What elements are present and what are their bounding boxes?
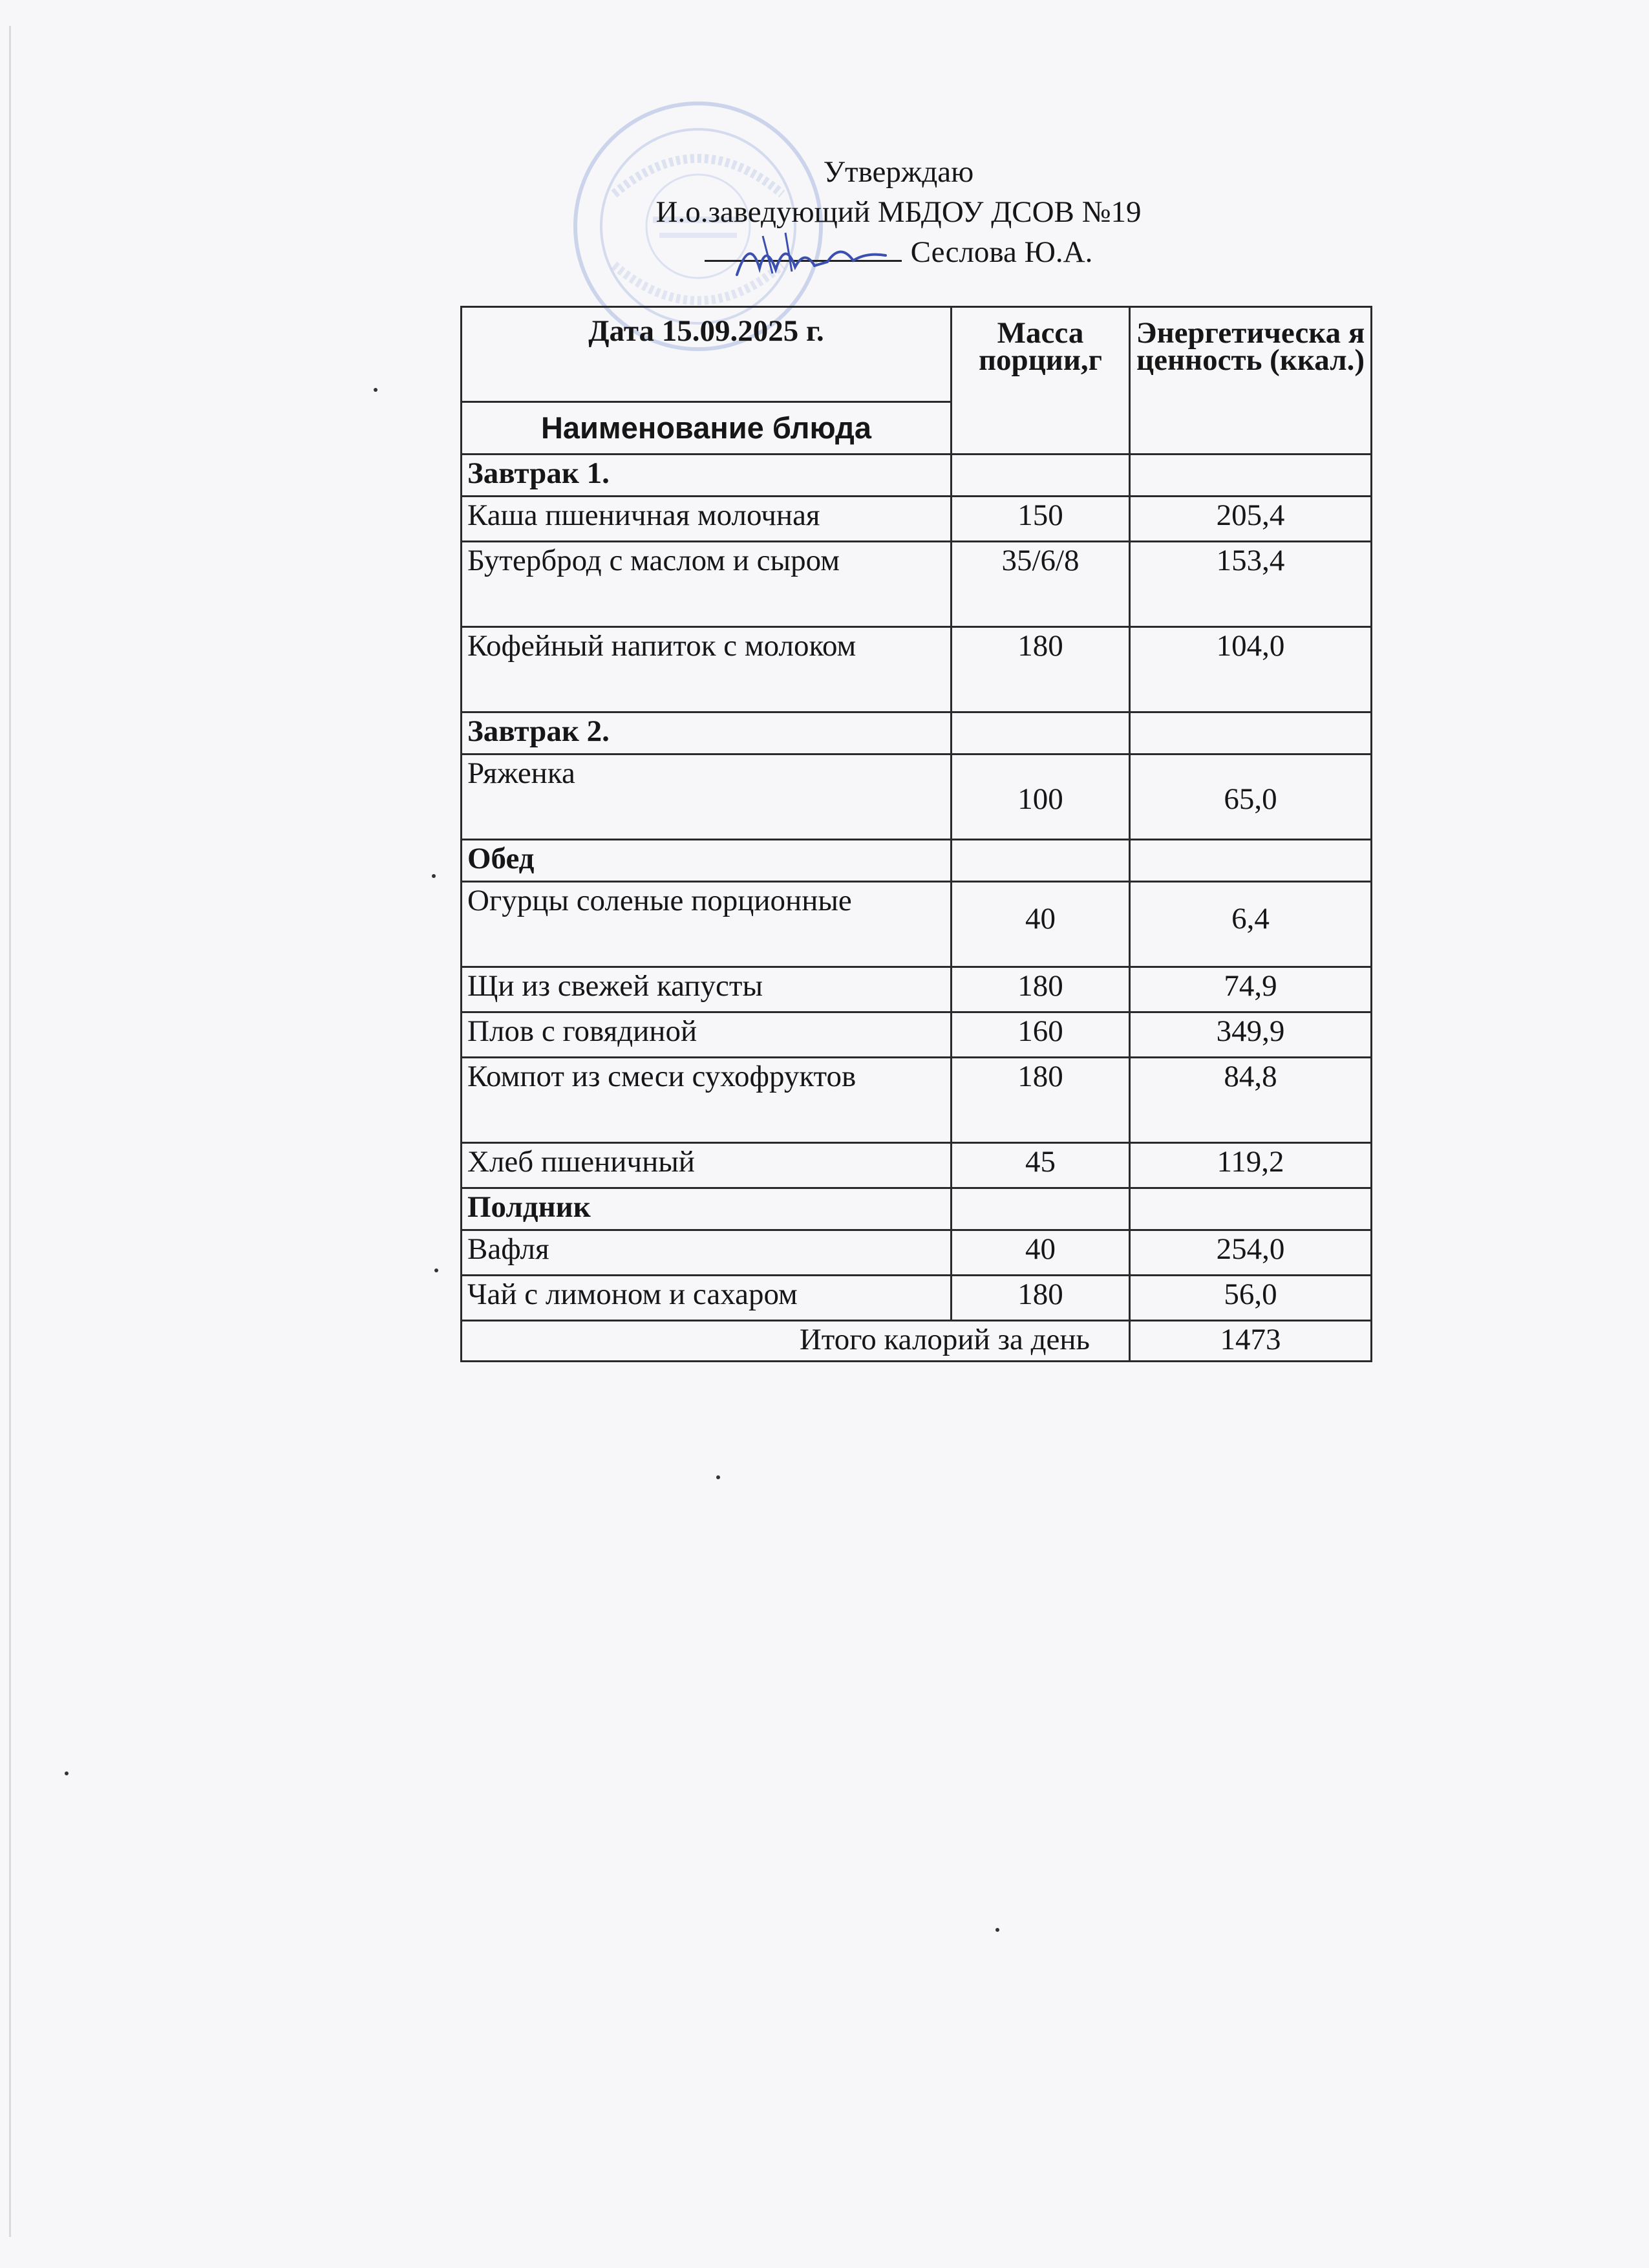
- dish-kcal: 205,4: [1130, 497, 1372, 542]
- table-row: [462, 1230, 1372, 1276]
- dish-name-header: Наименование блюда: [462, 402, 952, 455]
- mass-header: Масса порции,г: [952, 307, 1130, 455]
- menu-table: [460, 306, 1372, 1362]
- scan-speck: [995, 1928, 999, 1932]
- dish-name: Щи из свежей капусты: [462, 967, 952, 1012]
- dish-name: Ряженка: [462, 754, 952, 840]
- section-row: [462, 840, 1372, 882]
- scan-speck: [432, 874, 436, 878]
- dish-name: Плов с говядиной: [462, 1012, 952, 1058]
- dish-mass: 180: [952, 967, 1130, 1012]
- approval-title: Утверждаю: [823, 155, 974, 189]
- dish-name: Вафля: [462, 1230, 952, 1276]
- dish-mass: 45: [952, 1143, 1130, 1188]
- dish-kcal: 119,2: [1130, 1143, 1372, 1188]
- table-row: [462, 627, 1372, 712]
- dish-mass: 160: [952, 1012, 1130, 1058]
- dish-name: Бутерброд с маслом и сыром: [462, 542, 952, 627]
- scan-speck: [374, 388, 378, 392]
- dish-name: Огурцы соленые порционные: [462, 882, 952, 967]
- dish-mass: 35/6/8: [952, 542, 1130, 627]
- section-row: [462, 1188, 1372, 1230]
- dish-mass: 150: [952, 497, 1130, 542]
- dish-kcal: 74,9: [1130, 967, 1372, 1012]
- section-row: [462, 455, 1372, 497]
- dish-name: Каша пшеничная молочная: [462, 497, 952, 542]
- dish-mass: 180: [952, 627, 1130, 712]
- table-row: [462, 882, 1372, 967]
- table-row: [462, 1058, 1372, 1143]
- date-header: Дата 15.09.2025 г.: [462, 307, 952, 402]
- handwritten-signature: [724, 223, 918, 288]
- section-breakfast-2: Завтрак 2.: [462, 712, 952, 754]
- dish-name: Компот из смеси сухофруктов: [462, 1058, 952, 1143]
- dish-mass: 180: [952, 1276, 1130, 1321]
- table-row: [462, 967, 1372, 1012]
- dish-name: Чай с лимоном и сахаром: [462, 1276, 952, 1321]
- dish-mass: 100: [952, 754, 1130, 840]
- table-row: [462, 1276, 1372, 1321]
- scan-speck: [434, 1268, 438, 1272]
- scan-edge: [9, 26, 11, 2237]
- section-row: [462, 712, 1372, 754]
- dish-kcal: 65,0: [1130, 754, 1372, 840]
- section-lunch: Обед: [462, 840, 952, 882]
- dish-kcal: 84,8: [1130, 1058, 1372, 1143]
- dish-kcal: 104,0: [1130, 627, 1372, 712]
- dish-mass: 40: [952, 882, 1130, 967]
- table-row: [462, 1143, 1372, 1188]
- dish-mass: 40: [952, 1230, 1130, 1276]
- dish-mass: 180: [952, 1058, 1130, 1143]
- total-row: [462, 1321, 1372, 1362]
- dish-kcal: 6,4: [1130, 882, 1372, 967]
- dish-name: Хлеб пшеничный: [462, 1143, 952, 1188]
- dish-kcal: 56,0: [1130, 1276, 1372, 1321]
- dish-kcal: 153,4: [1130, 542, 1372, 627]
- approval-position: И.о.заведующий МБДОУ ДСОВ №19: [655, 195, 1142, 229]
- total-label: Итого калорий за день: [462, 1321, 1130, 1362]
- table-row: [462, 1012, 1372, 1058]
- table-row: [462, 754, 1372, 840]
- dish-kcal: 254,0: [1130, 1230, 1372, 1276]
- section-breakfast-1: Завтрак 1.: [462, 455, 952, 497]
- scan-speck: [65, 1771, 69, 1775]
- scan-speck: [716, 1475, 720, 1479]
- total-value: 1473: [1130, 1321, 1372, 1362]
- dish-kcal: 349,9: [1130, 1012, 1372, 1058]
- section-snack: Полдник: [462, 1188, 952, 1230]
- table-row: [462, 542, 1372, 627]
- energy-header: Энергетическа я ценность (ккал.): [1130, 307, 1372, 455]
- approval-signer: Сеслова Ю.А.: [910, 235, 1093, 269]
- table-row: [462, 497, 1372, 542]
- dish-name: Кофейный напиток с молоком: [462, 627, 952, 712]
